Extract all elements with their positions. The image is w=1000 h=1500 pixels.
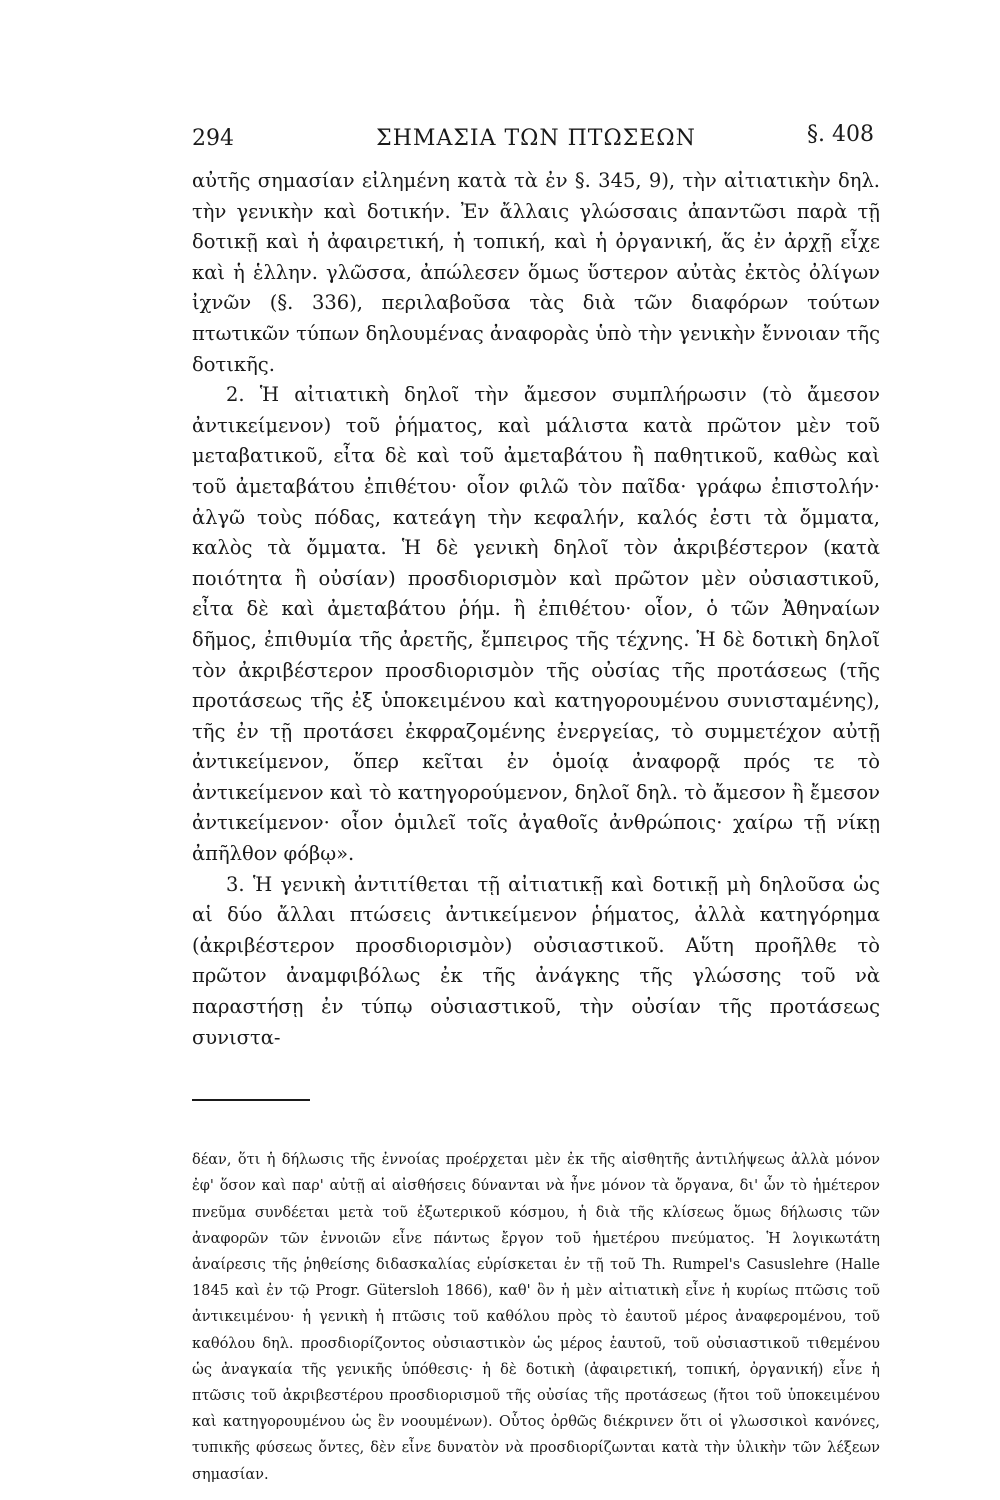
footnote-divider <box>192 1099 310 1101</box>
paragraph-1: αὐτῆς σημασίαν εἰλημένη κατὰ τὰ ἐν §. 345, 9), τὴν αἰτιατικὴν δηλ. τὴν γενικὴν καὶ δοτικήν. Ἐν ἄλλαις γλώσσαις ἀπαντῶσι παρὰ τῇ δοτικῇ καὶ ἡ ἀφαιρετική, ἡ τοπική, καὶ ἡ ὀργανική, ἅς ἐν ἀρχῇ εἶχε καὶ ἡ ἑλλην. γλῶσσα, ἀπώλεσεν ὅμως ὕστερον αὐτὰς ἐκτὸς ὀλίγων ἰχνῶν (§. 336), περιλαβοῦσα τὰς διὰ τῶν διαφόρων τούτων πτωτικῶν τύπων δηλουμένας ἀναφορὰς ὑπὸ τὴν γενικὴν ἔννοιαν τῆς δοτικῆς. <box>192 169 880 376</box>
page-number: 294 <box>192 126 234 151</box>
paragraph-2: 2. Ἡ αἰτιατικὴ δηλοῖ τὴν ἄμεσον συμπλήρωσιν (τὸ ἄμεσον ἀντικείμενον) τοῦ ῥήματος, καὶ μάλιστα κατὰ πρῶτον μὲν τοῦ μεταβατικοῦ, εἶτα δὲ καὶ τοῦ ἀμεταβάτου ἢ παθητικοῦ, καθὼς καὶ τοῦ ἀμεταβάτου ἐπιθέτου· οἷον φιλῶ τὸν παῖδα· γράφω ἐπιστολήν· ἀλγῶ τοὺς πόδας, κατεάγη τὴν κεφαλήν, καλός ἐστι τὰ ὄμματα, καλὸς τὰ ὄμματα. Ἡ δὲ γενικὴ δηλοῖ τὸν ἀκριβέστερον (κατὰ ποιότητα ἢ οὐσίαν) προσδιορισμὸν καὶ πρῶτον μὲν οὐσιαστικοῦ, εἶτα δὲ καὶ ἀμεταβάτου ῥήμ. ἢ ἐπιθέτου· οἷον, ὁ τῶν Ἀθηναίων δῆμος, ἐπιθυμία τῆς ἀρετῆς, ἔμπειρος τῆς τέχνης. Ἡ δὲ δοτικὴ δηλοῖ τὸν ἀκριβέστερον προσδιορισμὸν τῆς οὐσίας τῆς προτάσεως (τῆς προτάσεως τῆς ἐξ ὑποκειμένου καὶ κατηγορουμένου συνισταμένης), τῆς ἐν τῇ προτάσει ἐκφραζομένης ἐνεργείας, τὸ συμμετέχον αὐτῇ ἀντικείμενον, ὅπερ κεῖται ἐν ὁμοίᾳ ἀναφορᾷ πρός τε τὸ ἀντικείμενον καὶ τὸ κατηγορούμενον, δηλοῖ δηλ. τὸ ἄμεσον ἢ ἔμεσον ἀντικείμενον· οἷον ὁμιλεῖ τοῖς ἀγαθοῖς ἀνθρώποις· χαίρω τῇ νίκῃ ἀπῆλθον φόβῳ». <box>192 383 880 866</box>
main-text <box>192 166 880 1053</box>
section-number: §. 408 <box>807 122 874 147</box>
footnote-text: δέαν, ὅτι ἡ δήλωσις τῆς ἐννοίας προέρχεται μὲν ἐκ τῆς αἰσθητῆς ἀντιλήψεως ἀλλὰ μόνον ἐφ' ὅσον καὶ παρ' αὐτῇ αἱ αἰσθήσεις δύνανται νὰ ἦνε μόνον τὰ ὄργανα, δι' ὧν τὸ ἡμέτερον πνεῦμα συνδέεται μετὰ τοῦ ἐξωτερικοῦ κόσμου, ἡ διὰ τῆς κλίσεως ὅμως δήλωσις τῶν ἀναφορῶν τῶν ἐννοιῶν εἶνε πάντως ἔργον τοῦ ἡμετέρου πνεύματος. Ἡ λογικωτάτη ἀναίρεσις τῆς ῥηθείσης διδασκαλίας εὑρίσκεται ἐν τῇ τοῦ Th. Rumpel's Casuslehre (Halle 1845 καὶ ἐν τῷ Progr. Gütersloh 1866), καθ' ὃν ἡ μὲν αἰτιατικὴ εἶνε ἡ κυρίως πτῶσις τοῦ ἀντικειμένου· ἡ γενικὴ ἡ πτῶσις τοῦ καθόλου πρὸς τὸ ἑαυτοῦ μέρος ἀναφερομένου, τοῦ καθόλου δηλ. προσδιορίζοντος οὐσιαστικὸν ὡς μέρος ἑαυτοῦ, τοῦ οὐσιαστικοῦ τιθεμένου ὡς ἀναγκαία τῆς γενικῆς ὑπόθεσις· ἡ δὲ δοτικὴ (ἀφαιρετική, τοπική, ὀργανική) εἶνε ἡ πτῶσις τοῦ ἀκριβεστέρου προσδιορισμοῦ τῆς οὐσίας τῆς προτάσεως (ἤτοι τοῦ ὑποκειμένου καὶ κατηγορουμένου ὡς ἓν νοουμένων). Οὗτος ὀρθῶς διέκρινεν ὅτι οἱ γλωσσικοὶ κανόνες, τυπικῆς φύσεως ὄντες, δὲν εἶνε δυνατὸν νὰ προσδιορίζωνται κατὰ τὴν ὑλικὴν τῶν λέξεων σημασίαν. <box>192 1152 880 1483</box>
footnote-block <box>192 1147 880 1488</box>
page <box>192 118 880 1483</box>
paragraph-3: 3. Ἡ γενικὴ ἀντιτίθεται τῇ αἰτιατικῇ καὶ δοτικῇ μὴ δηλοῦσα ὡς αἱ δύο ἄλλαι πτώσεις ἀντικείμενον ῥήματος, ἀλλὰ κατηγόρημα (ἀκριβέστερον προσδιορισμὸν) οὐσιαστικοῦ. Αὕτη προῆλθε τὸ πρῶτον ἀναμφιβόλως ἐκ τῆς ἀνάγκης τῆς γλώσσης τοῦ νὰ παραστήσῃ ἐν τύπῳ οὐσιαστικοῦ, τὴν οὐσίαν τῆς προτάσεως συνιστα- <box>192 872 880 1049</box>
running-header <box>192 118 880 158</box>
page-title: ΣΗΜΑΣΙΑ ΤΩΝ ΠΤΩΣΕΩΝ <box>376 126 696 151</box>
